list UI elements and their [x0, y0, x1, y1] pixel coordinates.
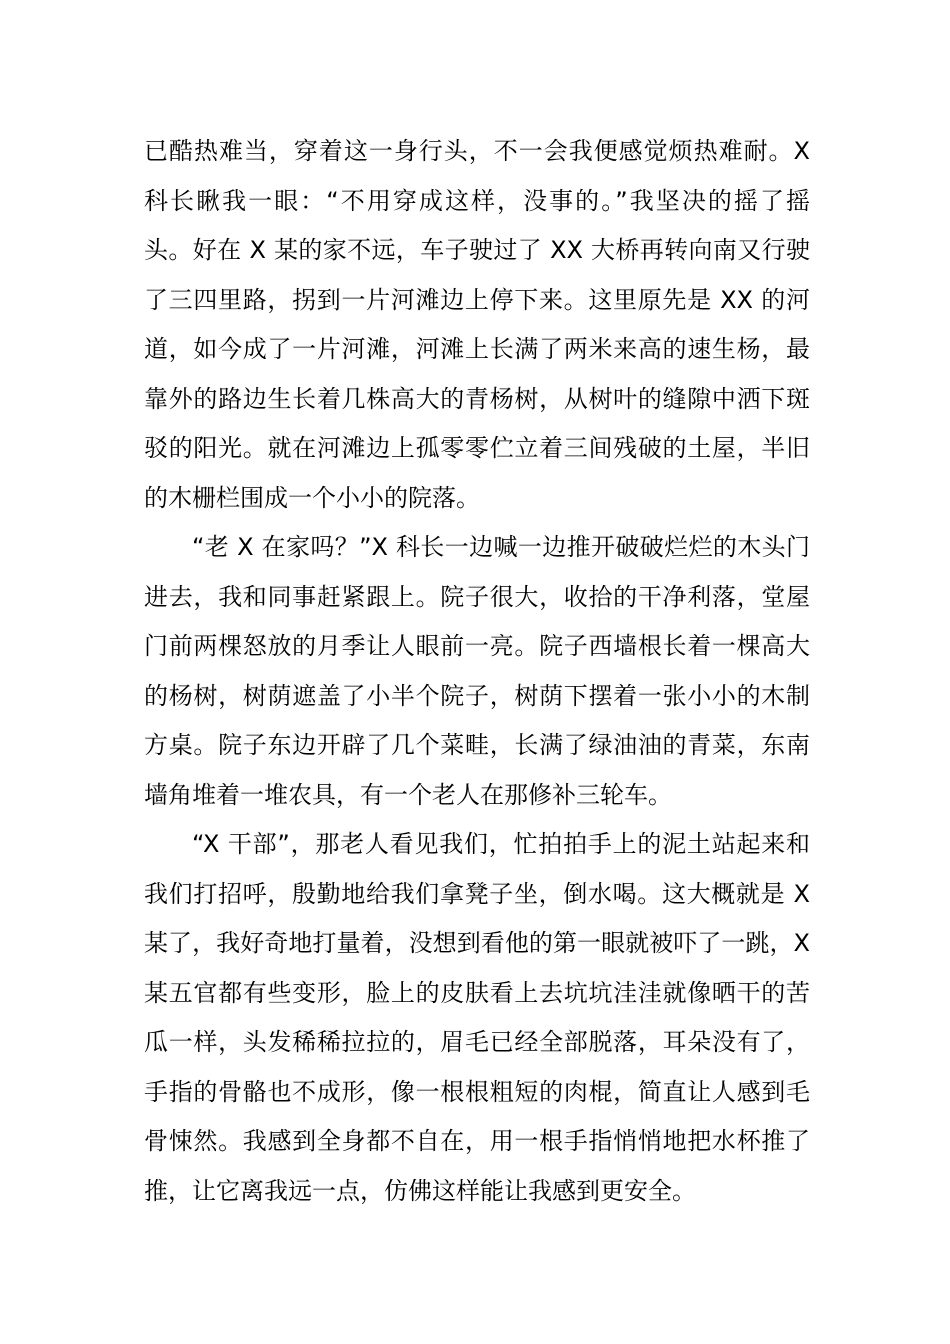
text-line: 驳的阳光。就在河滩边上孤零零伫立着三间残破的土屋，半旧	[144, 434, 810, 462]
text-line: 的杨树，树荫遮盖了小半个院子，树荫下摆着一张小小的木制	[144, 681, 810, 710]
text-line: 某五官都有些变形，脸上的皮肤看上去坑坑洼洼就像晒干的苦	[144, 978, 810, 1007]
text-line: 的木栅栏围成一个小小的院落。	[144, 483, 480, 512]
text-line: 门前两棵怒放的月季让人眼前一亮。院子西墙根长着一棵高大	[144, 632, 810, 660]
text-line: 瓜一样，头发稀稀拉拉的，眉毛已经全部脱落，耳朵没有了，	[144, 1028, 810, 1056]
text-line: 进去，我和同事赶紧跟上。院子很大，收拾的干净利落，堂屋	[144, 582, 810, 611]
paragraph-2	[144, 523, 810, 820]
text-line: 推，让它离我远一点，仿佛这样能让我感到更安全。	[144, 1176, 696, 1205]
text-line: 了三四里路，拐到一片河滩边上停下来。这里原先是 XX 的河	[144, 285, 810, 314]
text-line: 骨悚然。我感到全身都不自在，用一根手指悄悄地把水杯推了	[144, 1127, 810, 1155]
document-body	[144, 127, 810, 1216]
paragraph-3	[144, 820, 810, 1216]
text-line: 科长瞅我一眼：“不用穿成这样，没事的。”我坚决的摇了摇	[144, 186, 810, 215]
text-line: 我们打招呼，殷勤地给我们拿凳子坐，倒水喝。这大概就是 X	[144, 879, 810, 908]
text-line: 头。好在 X 某的家不远，车子驶过了 XX 大桥再转向南又行驶	[144, 236, 810, 264]
text-line: 已酷热难当，穿着这一身行头，不一会我便感觉烦热难耐。X	[144, 137, 810, 165]
text-line: 手指的骨骼也不成形，像一根根粗短的肉棍，简直让人感到毛	[144, 1077, 810, 1106]
text-line: “X 干部”，那老人看见我们，忙拍拍手上的泥土站起来和	[192, 830, 810, 858]
text-line: 某了，我好奇地打量着，没想到看他的第一眼就被吓了一跳，X	[144, 929, 810, 957]
text-line: 靠外的路边生长着几株高大的青杨树，从树叶的缝隙中洒下斑	[144, 384, 810, 413]
text-line: 道，如今成了一片河滩，河滩上长满了两米来高的速生杨，最	[144, 335, 810, 363]
text-line: 墙角堆着一堆农具，有一个老人在那修补三轮车。	[144, 780, 672, 809]
paragraph-1	[144, 127, 810, 523]
text-line: “老 X 在家吗？”X 科长一边喊一边推开破破烂烂的木头门	[192, 533, 810, 561]
text-line: 方桌。院子东边开辟了几个菜畦，长满了绿油油的青菜，东南	[144, 731, 810, 759]
